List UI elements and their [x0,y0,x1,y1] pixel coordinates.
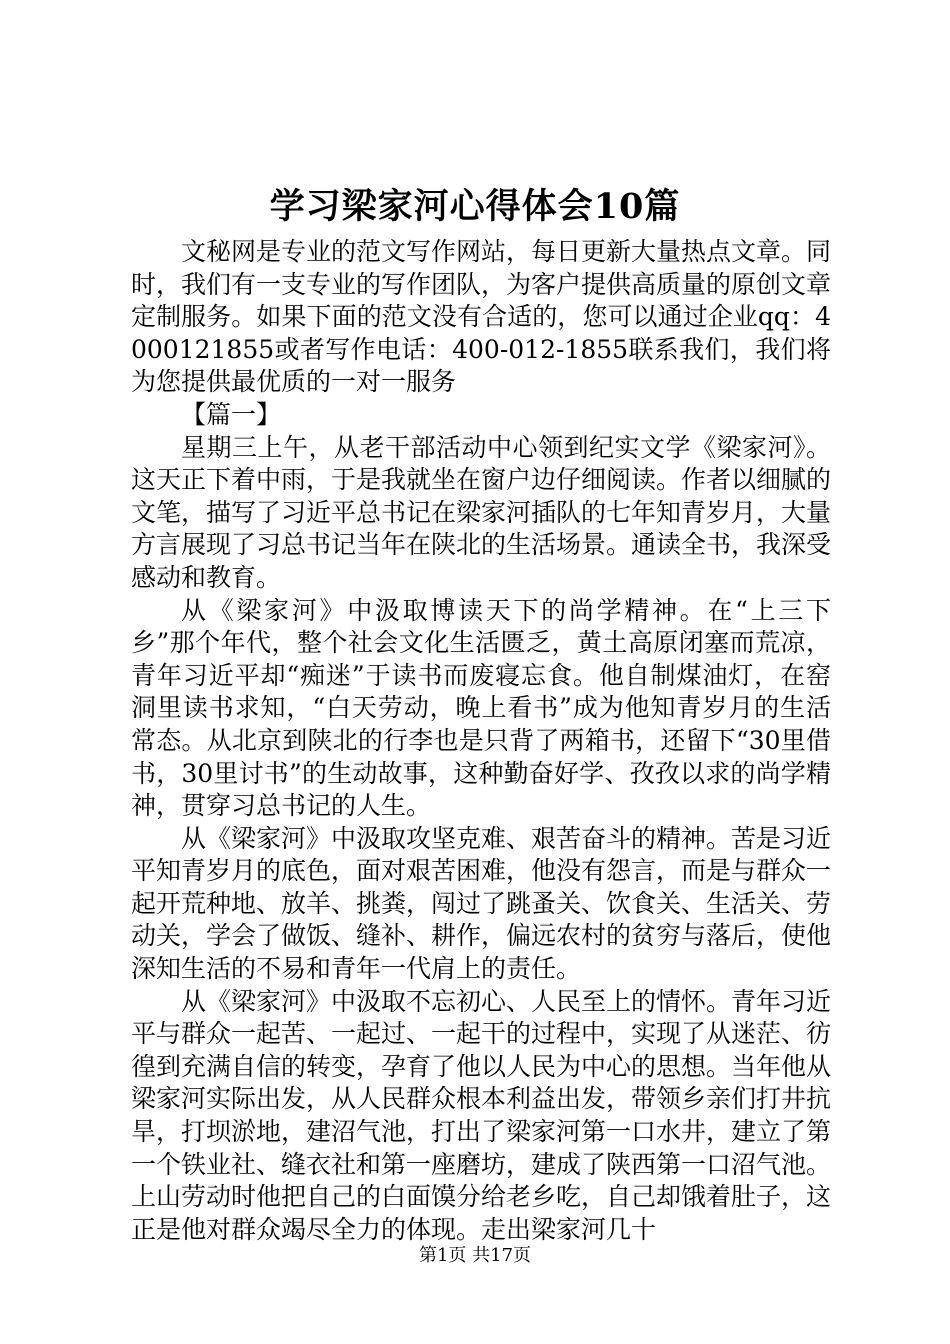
body-paragraph-3: 从《梁家河》中汲取攻坚克难、艰苦奋斗的精神。苦是习近平知青岁月的底色，面对艰苦困难，他没有怨言，而是与群众一起开荒种地、放羊、挑粪，闯过了跳蚤关、饮食关、生活关、劳动关，学会了做饭、缝补、耕作，偏远农村的贫穷与落后，使他深知生活的不易和青年一代肩上的责任。 [131,823,832,984]
body-paragraph-1: 星期三上午，从老干部活动中心领到纪实文学《梁家河》。这天正下着中雨，于是我就坐在窗户边仔细阅读。作者以细腻的文笔，描写了习近平总书记在梁家河插队的七年知青岁月，大量方言展现了习总书记当年在陕北的生活场景。通读全书，我深受感动和教育。 [131,432,832,592]
document-body [131,236,831,1246]
section-heading: 【篇一】 [181,399,282,429]
body-paragraph-4: 从《梁家河》中汲取不忘初心、人民至上的情怀。青年习近平与群众一起苦、一起过、一起干的过程中，实现了从迷茫、彷徨到充满自信的转变，孕育了他以人民为中心的思想。当年他从梁家河实际出发，从人民群众根本利益出发，带领乡亲们打井抗旱，打坝淤地，建沼气池，打出了梁家河第一口水井，建立了第一个铁业社、缝衣社和第一座磨坊，建成了陕西第一口沼气池。上山劳动时他把自己的白面馍分给老乡吃，自己却饿着肚子，这正是他对群众竭尽全力的体现。走出梁家河几十 [131,986,832,1244]
body-paragraph-2: 从《梁家河》中汲取博读天下的尚学精神。在“上三下乡”那个年代，整个社会文化生活匮乏，黄土高原闭塞而荒凉，青年习近平却“痴迷”于读书而废寝忘食。他自制煤油灯，在窑洞里读书求知，“白天劳动，晚上看书”成为他知青岁月的生活常态。从北京到陕北的行李也是只背了两箱书，还留下“30里借书，30里讨书”的生动故事，这种勤奋好学、孜孜以求的尚学精神，贯穿习总书记的人生。 [131,595,831,821]
document-title: 学习梁家河心得体会10篇 [269,186,681,227]
intro-paragraph: 文秘网是专业的范文写作网站，每日更新大量热点文章。同时，我们有一支专业的写作团队，为客户提供高质量的原创文章定制服务。如果下面的范文没有合适的，您可以通过企业qq：4000121855或者写作电话：400-012-1855联系我们，我们将为您提供最优质的一对一服务 [131,237,832,397]
page-footer: 第1页 共17页 [418,1245,532,1266]
